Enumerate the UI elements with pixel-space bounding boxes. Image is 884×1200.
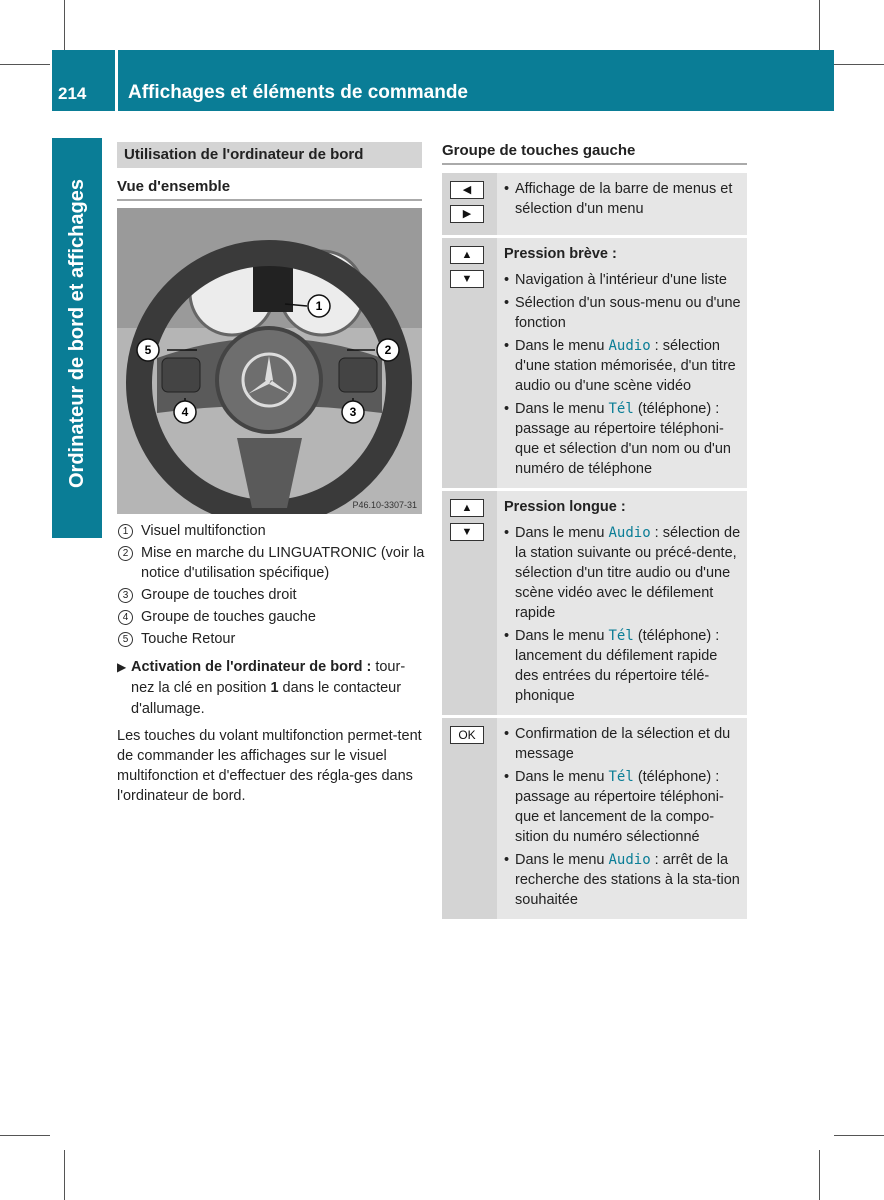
instruction-arrow-icon: ▶: [117, 660, 127, 674]
chapter-tab-label: Ordinateur de bord et affichages: [66, 179, 88, 488]
header-separator: [115, 50, 118, 111]
crop-mark: [819, 0, 820, 50]
bullet-text: Dans le menu: [515, 628, 609, 644]
table-row: [442, 238, 747, 491]
callout-5: 5: [144, 343, 152, 357]
description-cell: [497, 491, 747, 715]
key-cell: [442, 718, 497, 919]
table-row: [442, 173, 747, 238]
legend-text: Groupe de touches droit: [141, 587, 297, 603]
bullet-text: (téléphone) : passage au répertoire téléphoni-que et lancement de la compo-sition du numéro sélectionné: [515, 769, 724, 845]
bullet-text: (téléphone) : lancement du défilement rapide des entrées du répertoire télé-phonique: [515, 628, 720, 704]
ok-key-icon: OK: [450, 726, 484, 744]
legend-item: [117, 629, 425, 649]
up-arrow-key-icon: ▲: [450, 246, 484, 264]
legend-item: [117, 607, 425, 627]
table-row: [442, 718, 747, 922]
legend-number: 5: [118, 632, 133, 647]
key-function-table: [442, 173, 747, 922]
bullet-text: : sélection de la station suivante ou précé-dente, sélection d'un titre audio ou d'une scène vidéo avec le défilement rapide: [515, 525, 741, 621]
bullet-text: Dans le menu: [515, 852, 609, 868]
up-arrow-key-icon: ▲: [450, 499, 484, 517]
bullet-text: Navigation à l'intérieur d'une liste: [515, 272, 727, 288]
list-item: • Sélection d'un sous-menu ou d'une fonction: [504, 295, 741, 331]
crop-mark: [0, 64, 50, 65]
crop-mark: [834, 1135, 884, 1136]
bullet-text: Sélection d'un sous-menu ou d'une fonction: [515, 295, 741, 331]
crop-mark: [0, 1135, 50, 1136]
key-cell: [442, 173, 497, 235]
instruction-body: [117, 657, 425, 720]
bullet-text: Dans le menu: [515, 769, 609, 785]
bullet-text: Affichage de la barre de menus et sélection d'un menu: [515, 181, 733, 217]
instruction-text-post: dans le contacteur d'allumage.: [131, 680, 402, 717]
bullet-text: : arrêt de la recherche des stations à la sta-tion souhaitée: [515, 852, 740, 908]
legend-text: Touche Retour: [141, 631, 236, 647]
legend-text: Visuel multifonction: [141, 523, 266, 539]
heading-rule: [117, 199, 422, 201]
menu-name: Tél: [608, 628, 634, 644]
menu-name: Audio: [608, 525, 651, 541]
bullet-text: Confirmation de la sélection et du message: [515, 726, 731, 762]
body-paragraph: Les touches du volant multifonction permet-tent de commander les affichages sur le visuel multifonction et d'effectuer des régla-ges dans l'ordinateur de bord.: [117, 728, 422, 804]
legend-text: Groupe de touches gauche: [141, 609, 316, 625]
list-item: • Dans le menu Audio : arrêt de la recherche des stations à la sta-tion souhaitée: [504, 852, 740, 908]
list-item: • Dans le menu Tél (téléphone) : lancement du défilement rapide des entrées du répertoire télé-phonique: [504, 628, 720, 704]
description-cell: [497, 718, 747, 919]
menu-name: Tél: [608, 401, 634, 417]
instruction-bold: Activation de l'ordinateur de bord :: [131, 659, 372, 675]
key-cell: [442, 491, 497, 715]
legend-text: Mise en marche du LINGUATRONIC (voir la notice d'utilisation spécifique): [141, 545, 425, 581]
list-item: • Navigation à l'intérieur d'une liste: [504, 272, 727, 288]
bullet-text: Dans le menu: [515, 401, 609, 417]
crop-mark: [834, 64, 884, 65]
table-row: [442, 491, 747, 718]
left-arrow-key-icon: ◀: [450, 181, 484, 199]
photo-code: P46.10-3307-31: [352, 500, 417, 510]
list-item: • Dans le menu Tél (téléphone) : passage au répertoire téléphoni-que et sélection d'un nom ou d'un numéro de téléphone: [504, 401, 731, 477]
callout-2: 2: [384, 343, 392, 357]
page-title: Affichages et éléments de commande: [128, 82, 468, 103]
legend-item: [117, 521, 425, 541]
row-heading: Pression brève :: [504, 246, 617, 262]
instruction-text-pre: tour-nez la clé en position: [131, 659, 406, 696]
callout-4: 4: [181, 405, 189, 419]
legend-item: [117, 543, 425, 583]
steering-wheel-illustration: [117, 208, 422, 514]
down-arrow-key-icon: ▼: [450, 270, 484, 288]
right-column-heading: Groupe de touches gauche: [442, 142, 636, 159]
crop-mark: [64, 1150, 65, 1200]
bullet-text: (téléphone) : passage au répertoire téléphoni-que et sélection d'un nom ou d'un numéro de téléphone: [515, 401, 731, 477]
list-item: • Dans le menu Tél (téléphone) : passage au répertoire téléphoni-que et lancement de la compo-sition du numéro sélectionné: [504, 769, 724, 845]
menu-name: Audio: [608, 338, 651, 354]
callout-3: 3: [349, 405, 357, 419]
bullet-text: Dans le menu: [515, 525, 609, 541]
down-arrow-key-icon: ▼: [450, 523, 484, 541]
bullet-text: : sélection d'une station mémorisée, d'un titre audio ou d'une scène vidéo: [515, 338, 736, 394]
list-item: • Dans le menu Audio : sélection de la station suivante ou précé-dente, sélection d'un titre audio ou d'une scène vidéo avec le défilement rapide: [504, 525, 741, 621]
legend-list: [117, 521, 425, 651]
page-number: 214: [58, 84, 87, 103]
instruction-step: [117, 657, 425, 720]
steering-wheel-icon: [117, 208, 422, 514]
callout-1: 1: [315, 299, 323, 313]
key-cell: [442, 238, 497, 488]
row-heading: Pression longue :: [504, 499, 626, 515]
menu-name: Tél: [608, 769, 634, 785]
right-arrow-key-icon: ▶: [450, 205, 484, 223]
list-item: • Confirmation de la sélection et du message: [504, 724, 741, 764]
description-cell: [497, 173, 747, 235]
legend-item: [117, 585, 425, 605]
crop-mark: [819, 1150, 820, 1200]
section-title: Utilisation de l'ordinateur de bord: [124, 146, 364, 163]
list-item: • Dans le menu Audio : sélection d'une station mémorisée, d'un titre audio ou d'une scène vidéo: [504, 338, 736, 394]
menu-name: Audio: [608, 852, 651, 868]
legend-number: 4: [118, 610, 133, 625]
legend-number: 1: [118, 524, 133, 539]
overview-heading: Vue d'ensemble: [117, 178, 231, 195]
list-item: • Affichage de la barre de menus et sélection d'un menu: [504, 179, 741, 219]
legend-number: 2: [118, 546, 133, 561]
description-cell: [497, 238, 747, 488]
crop-mark: [64, 0, 65, 50]
instruction-position: 1: [270, 680, 279, 696]
legend-number: 3: [118, 588, 133, 603]
heading-rule: [442, 163, 747, 165]
bullet-text: Dans le menu: [515, 338, 609, 354]
